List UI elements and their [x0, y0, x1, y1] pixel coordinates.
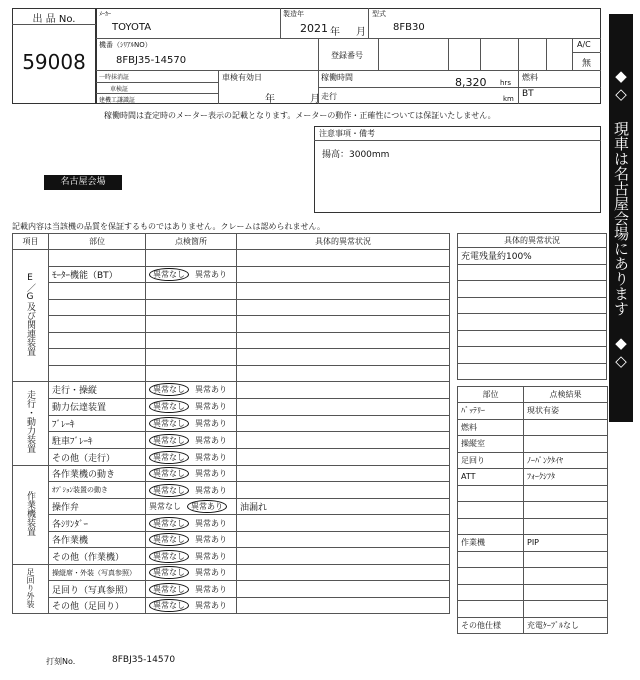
- ng-mark: 異常あり: [195, 601, 227, 611]
- result-result-cell: ﾌｫｰｸｼﾌﾀ: [524, 469, 608, 486]
- ng-mark: 異常あり: [195, 385, 227, 395]
- section-label-text: 作業機装置: [25, 490, 35, 536]
- part-cell: 足回り（写真参照）: [49, 581, 146, 598]
- model-value: 8FB30: [393, 22, 425, 33]
- part-cell: [49, 365, 146, 382]
- detail-cell: [237, 283, 450, 300]
- ng-mark: 異常あり: [195, 584, 227, 594]
- ok-mark: 異常なし: [149, 400, 189, 413]
- detail-cell: [237, 332, 450, 349]
- check-cell: [146, 365, 237, 382]
- maker-label: ﾒｰｶｰ: [99, 11, 112, 18]
- result-result-cell: [524, 502, 608, 519]
- year-label: 製造年: [283, 10, 304, 18]
- part-cell: ﾌﾞﾚｰｷ: [49, 415, 146, 432]
- ok-mark: 異常なし: [149, 517, 189, 530]
- ok-mark: 異常なし: [149, 583, 189, 596]
- table-row: [13, 465, 450, 482]
- ok-mark: 異常なし: [149, 417, 189, 430]
- part-cell: その他（作業機）: [49, 548, 146, 565]
- detail-cell: [237, 365, 450, 382]
- check-cell: [146, 564, 237, 581]
- result-result-cell: [524, 568, 608, 585]
- detail-cell: [237, 581, 450, 598]
- disclaimer: 記載内容は当該機の品質を保証するものではありません。クレームは認められません。: [12, 222, 325, 231]
- registration-label: 登録番号: [331, 51, 363, 60]
- result-part-cell: [458, 518, 524, 535]
- detail-header: 具体的異常状況: [458, 234, 607, 248]
- result-part-cell: [458, 485, 524, 502]
- detail-cell: [237, 531, 450, 548]
- table-row: [458, 518, 608, 535]
- result-result-cell: [524, 419, 608, 436]
- table-row: [13, 515, 450, 532]
- ng-mark: 異常あり: [195, 418, 227, 428]
- detail-row-cell: [458, 297, 607, 314]
- ac-label: A/C: [577, 40, 591, 49]
- table-row: [458, 264, 607, 281]
- check-cell: [146, 299, 237, 316]
- check-cell: [146, 332, 237, 349]
- result-part-cell: 燃料: [458, 419, 524, 436]
- result-result-cell: 充電ｹｰﾌﾞﾙなし: [524, 617, 608, 634]
- ng-mark: 異常あり: [195, 435, 227, 445]
- part-cell: [49, 349, 146, 366]
- detail-cell: [237, 597, 450, 614]
- section-label-text: 足回り外装: [26, 567, 35, 608]
- check-cell: [146, 250, 237, 267]
- part-cell: 各作業機: [49, 531, 146, 548]
- remarks-label: 注意事項・備考: [319, 129, 375, 138]
- table-row: [458, 617, 608, 634]
- result-result-cell: [524, 551, 608, 568]
- hours-notice: 稼働時間は査定時のメーター表示の記載となります。メーターの動作・正確性については保証いたしません。: [104, 111, 496, 120]
- table-row: [458, 347, 607, 364]
- ok-mark: 異常なし: [149, 383, 189, 396]
- ng-mark: 異常あり: [195, 452, 227, 462]
- table-row: [458, 330, 607, 347]
- cert-label-3: 建機工謙識証: [99, 97, 136, 104]
- check-cell: [146, 349, 237, 366]
- check-cell: [146, 449, 237, 466]
- table-row: [458, 568, 608, 585]
- ok-mark: 異常なし: [149, 550, 189, 563]
- detail-cell: [237, 482, 450, 499]
- result-result-cell: [524, 601, 608, 618]
- table-row: [13, 432, 450, 449]
- result-result-cell: PIP: [524, 535, 608, 552]
- check-cell: [146, 382, 237, 399]
- table-row: [458, 469, 608, 486]
- result-part-cell: ﾊﾞｯﾃﾘｰ: [458, 403, 524, 420]
- table-row: [13, 415, 450, 432]
- run-unit: km: [503, 95, 514, 103]
- header-check-point: 点検箇所: [146, 234, 237, 250]
- table-row: [13, 449, 450, 466]
- result-part-cell: [458, 601, 524, 618]
- table-row: [458, 452, 608, 469]
- result-part-cell: ATT: [458, 469, 524, 486]
- table-row: [458, 485, 608, 502]
- serial-value: 8FBJ35-14570: [116, 55, 187, 66]
- part-cell: 動力伝達装置: [49, 398, 146, 415]
- header-detail: 具体的異常状況: [237, 234, 450, 250]
- part-cell: [49, 250, 146, 267]
- table-row: [13, 398, 450, 415]
- check-cell: [146, 498, 237, 515]
- detail-cell: [237, 432, 450, 449]
- check-cell: [146, 415, 237, 432]
- result-result-cell: [524, 584, 608, 601]
- part-cell: 操作弁: [49, 498, 146, 515]
- run-label: 走行: [321, 92, 337, 101]
- table-row: [458, 436, 608, 453]
- location-banner: ◆◇ 現車は名古屋会場にあります ◆◇: [609, 14, 633, 422]
- detail-row-cell: [458, 347, 607, 364]
- check-table: [12, 233, 450, 614]
- detail-cell: [237, 316, 450, 333]
- model-label: 型式: [372, 10, 386, 18]
- table-row: [13, 266, 450, 283]
- table-row: [458, 535, 608, 552]
- result-header-part: 部位: [458, 387, 524, 403]
- fuel-label: 燃料: [522, 73, 538, 82]
- section-label: [13, 465, 49, 564]
- ok-mark: 異常なし: [149, 467, 189, 480]
- check-cell: [146, 283, 237, 300]
- result-header-result: 点検結果: [524, 387, 608, 403]
- ac-value: 無: [582, 59, 592, 69]
- table-row: [13, 564, 450, 581]
- header-part: 部位: [49, 234, 146, 250]
- check-cell: [146, 548, 237, 565]
- check-cell: [146, 432, 237, 449]
- detail-row-cell: [458, 314, 607, 331]
- table-row: [458, 314, 607, 331]
- table-row: [13, 548, 450, 565]
- ng-mark: 異常あり: [195, 485, 227, 495]
- ok-mark: 異常なし: [149, 484, 189, 497]
- check-cell: [146, 266, 237, 283]
- serial-label: 機番（ｼﾘｱﾙNO）: [99, 41, 152, 49]
- section-label: [13, 564, 49, 614]
- inspection-label: 車検有効日: [222, 73, 262, 82]
- ng-mark: 異常あり: [195, 551, 227, 561]
- result-result-cell: 現状有姿: [524, 403, 608, 420]
- result-table: [457, 386, 608, 634]
- year-value: 2021: [300, 22, 328, 35]
- lot-number: 59008: [22, 50, 86, 74]
- result-part-cell: 足回り: [458, 452, 524, 469]
- fuel-value: BT: [522, 89, 534, 99]
- table-row: [13, 365, 450, 382]
- ng-mark: 異常あり: [195, 269, 227, 279]
- check-cell: [146, 482, 237, 499]
- check-cell: [146, 581, 237, 598]
- part-cell: [49, 332, 146, 349]
- ng-mark: 異常あり: [187, 500, 227, 513]
- part-cell: [49, 299, 146, 316]
- detail-row-cell: 充電残量約100%: [458, 248, 607, 265]
- hours-value: 8,320: [455, 76, 487, 89]
- detail-cell: [237, 349, 450, 366]
- ok-mark: 異常なし: [149, 434, 189, 447]
- lot-label: 出 品 No.: [32, 14, 76, 25]
- table-row: [458, 281, 607, 298]
- check-cell: [146, 398, 237, 415]
- part-cell: 各作業機の動き: [49, 465, 146, 482]
- ng-mark: 異常あり: [195, 535, 227, 545]
- venue-badge: 名古屋会場: [44, 175, 122, 190]
- table-row: [458, 403, 608, 420]
- check-cell: [146, 316, 237, 333]
- table-row: [458, 297, 607, 314]
- hours-unit: hrs: [500, 79, 511, 87]
- detail-cell: [237, 266, 450, 283]
- result-part-cell: その他仕様: [458, 617, 524, 634]
- stamp-value: 8FBJ35-14570: [112, 655, 176, 665]
- table-row: [13, 498, 450, 515]
- maker-value: TOYOTA: [112, 22, 152, 33]
- table-row: [13, 250, 450, 267]
- part-cell: ﾓｰﾀｰ機能（BT）: [49, 266, 146, 283]
- part-cell: 駐車ﾌﾞﾚｰｷ: [49, 432, 146, 449]
- ok-mark: 異常なし: [149, 599, 189, 612]
- detail-row-cell: [458, 330, 607, 347]
- part-cell: その他（足回り）: [49, 597, 146, 614]
- detail-cell: [237, 398, 450, 415]
- part-cell: 各ｼﾘﾝﾀﾞｰ: [49, 515, 146, 532]
- section-label: [13, 382, 49, 466]
- detail-cell: [237, 548, 450, 565]
- inspection-month-unit: 月: [310, 94, 320, 105]
- part-cell: 走行・操縦: [49, 382, 146, 399]
- detail-row-cell: [458, 264, 607, 281]
- table-row: [13, 581, 450, 598]
- part-cell: [49, 283, 146, 300]
- result-part-cell: [458, 584, 524, 601]
- section-label-text: E／G及び関連装置: [25, 272, 35, 356]
- month-unit: 月: [356, 27, 366, 38]
- section-label-text: 走行・動力装置: [25, 390, 35, 454]
- table-row: [13, 349, 450, 366]
- detail-row-cell: [458, 363, 607, 380]
- ok-mark: 異常なし: [149, 451, 189, 464]
- table-row: [458, 584, 608, 601]
- table-row: [13, 283, 450, 300]
- ok-mark: 異常なし: [149, 533, 189, 546]
- check-cell: [146, 515, 237, 532]
- detail-cell: [237, 415, 450, 432]
- table-row: [458, 502, 608, 519]
- table-row: [13, 332, 450, 349]
- detail-cell: 油漏れ: [237, 498, 450, 515]
- result-result-cell: [524, 485, 608, 502]
- table-row: [13, 316, 450, 333]
- table-row: [13, 382, 450, 399]
- detail-cell: [237, 465, 450, 482]
- detail-cell: [237, 515, 450, 532]
- table-row: [13, 531, 450, 548]
- hours-label: 稼働時間: [321, 73, 353, 82]
- result-part-cell: [458, 502, 524, 519]
- ok-mark: 異常なし: [149, 268, 189, 281]
- table-row: [458, 551, 608, 568]
- part-cell: 操縦席・外装（写真参照）: [49, 564, 146, 581]
- detail-cell: [237, 299, 450, 316]
- detail-row-cell: [458, 281, 607, 298]
- table-row: [13, 597, 450, 614]
- result-part-cell: 操縦室: [458, 436, 524, 453]
- ng-mark: 異常あり: [195, 402, 227, 412]
- ng-mark: 異常あり: [195, 518, 227, 528]
- check-cell: [146, 531, 237, 548]
- table-row: [458, 419, 608, 436]
- table-row: [458, 363, 607, 380]
- ok-mark: 異常なし: [149, 566, 189, 579]
- result-part-cell: 作業機: [458, 535, 524, 552]
- ng-mark: 異常あり: [195, 568, 227, 578]
- result-result-cell: [524, 436, 608, 453]
- year-unit: 年: [330, 27, 340, 38]
- detail-table: [457, 233, 607, 380]
- result-result-cell: [524, 518, 608, 535]
- table-row: [13, 482, 450, 499]
- part-cell: ｵﾌﾟｼｮﾝ装置の動き: [49, 482, 146, 499]
- cert-label-2: 車検証: [110, 86, 129, 93]
- inspection-year-unit: 年: [265, 94, 275, 105]
- remarks-text: 揚高：3000mm: [322, 150, 390, 160]
- detail-cell: [237, 449, 450, 466]
- table-row: [458, 248, 607, 265]
- detail-cell: [237, 564, 450, 581]
- cert-label-1: 一時抹消証: [99, 74, 130, 81]
- table-row: [13, 299, 450, 316]
- stamp-label: 打刻No.: [46, 657, 76, 666]
- ng-mark: 異常あり: [195, 469, 227, 479]
- table-row: [458, 601, 608, 618]
- ok-mark: 異常なし: [149, 502, 181, 512]
- check-cell: [146, 465, 237, 482]
- part-cell: その他（走行）: [49, 449, 146, 466]
- check-cell: [146, 597, 237, 614]
- result-part-cell: [458, 568, 524, 585]
- header-item: 項目: [13, 234, 49, 250]
- section-label: [13, 250, 49, 382]
- part-cell: [49, 316, 146, 333]
- result-part-cell: [458, 551, 524, 568]
- detail-cell: [237, 382, 450, 399]
- result-result-cell: ﾉｰﾊﾟﾝｸﾀｲﾔ: [524, 452, 608, 469]
- detail-cell: [237, 250, 450, 267]
